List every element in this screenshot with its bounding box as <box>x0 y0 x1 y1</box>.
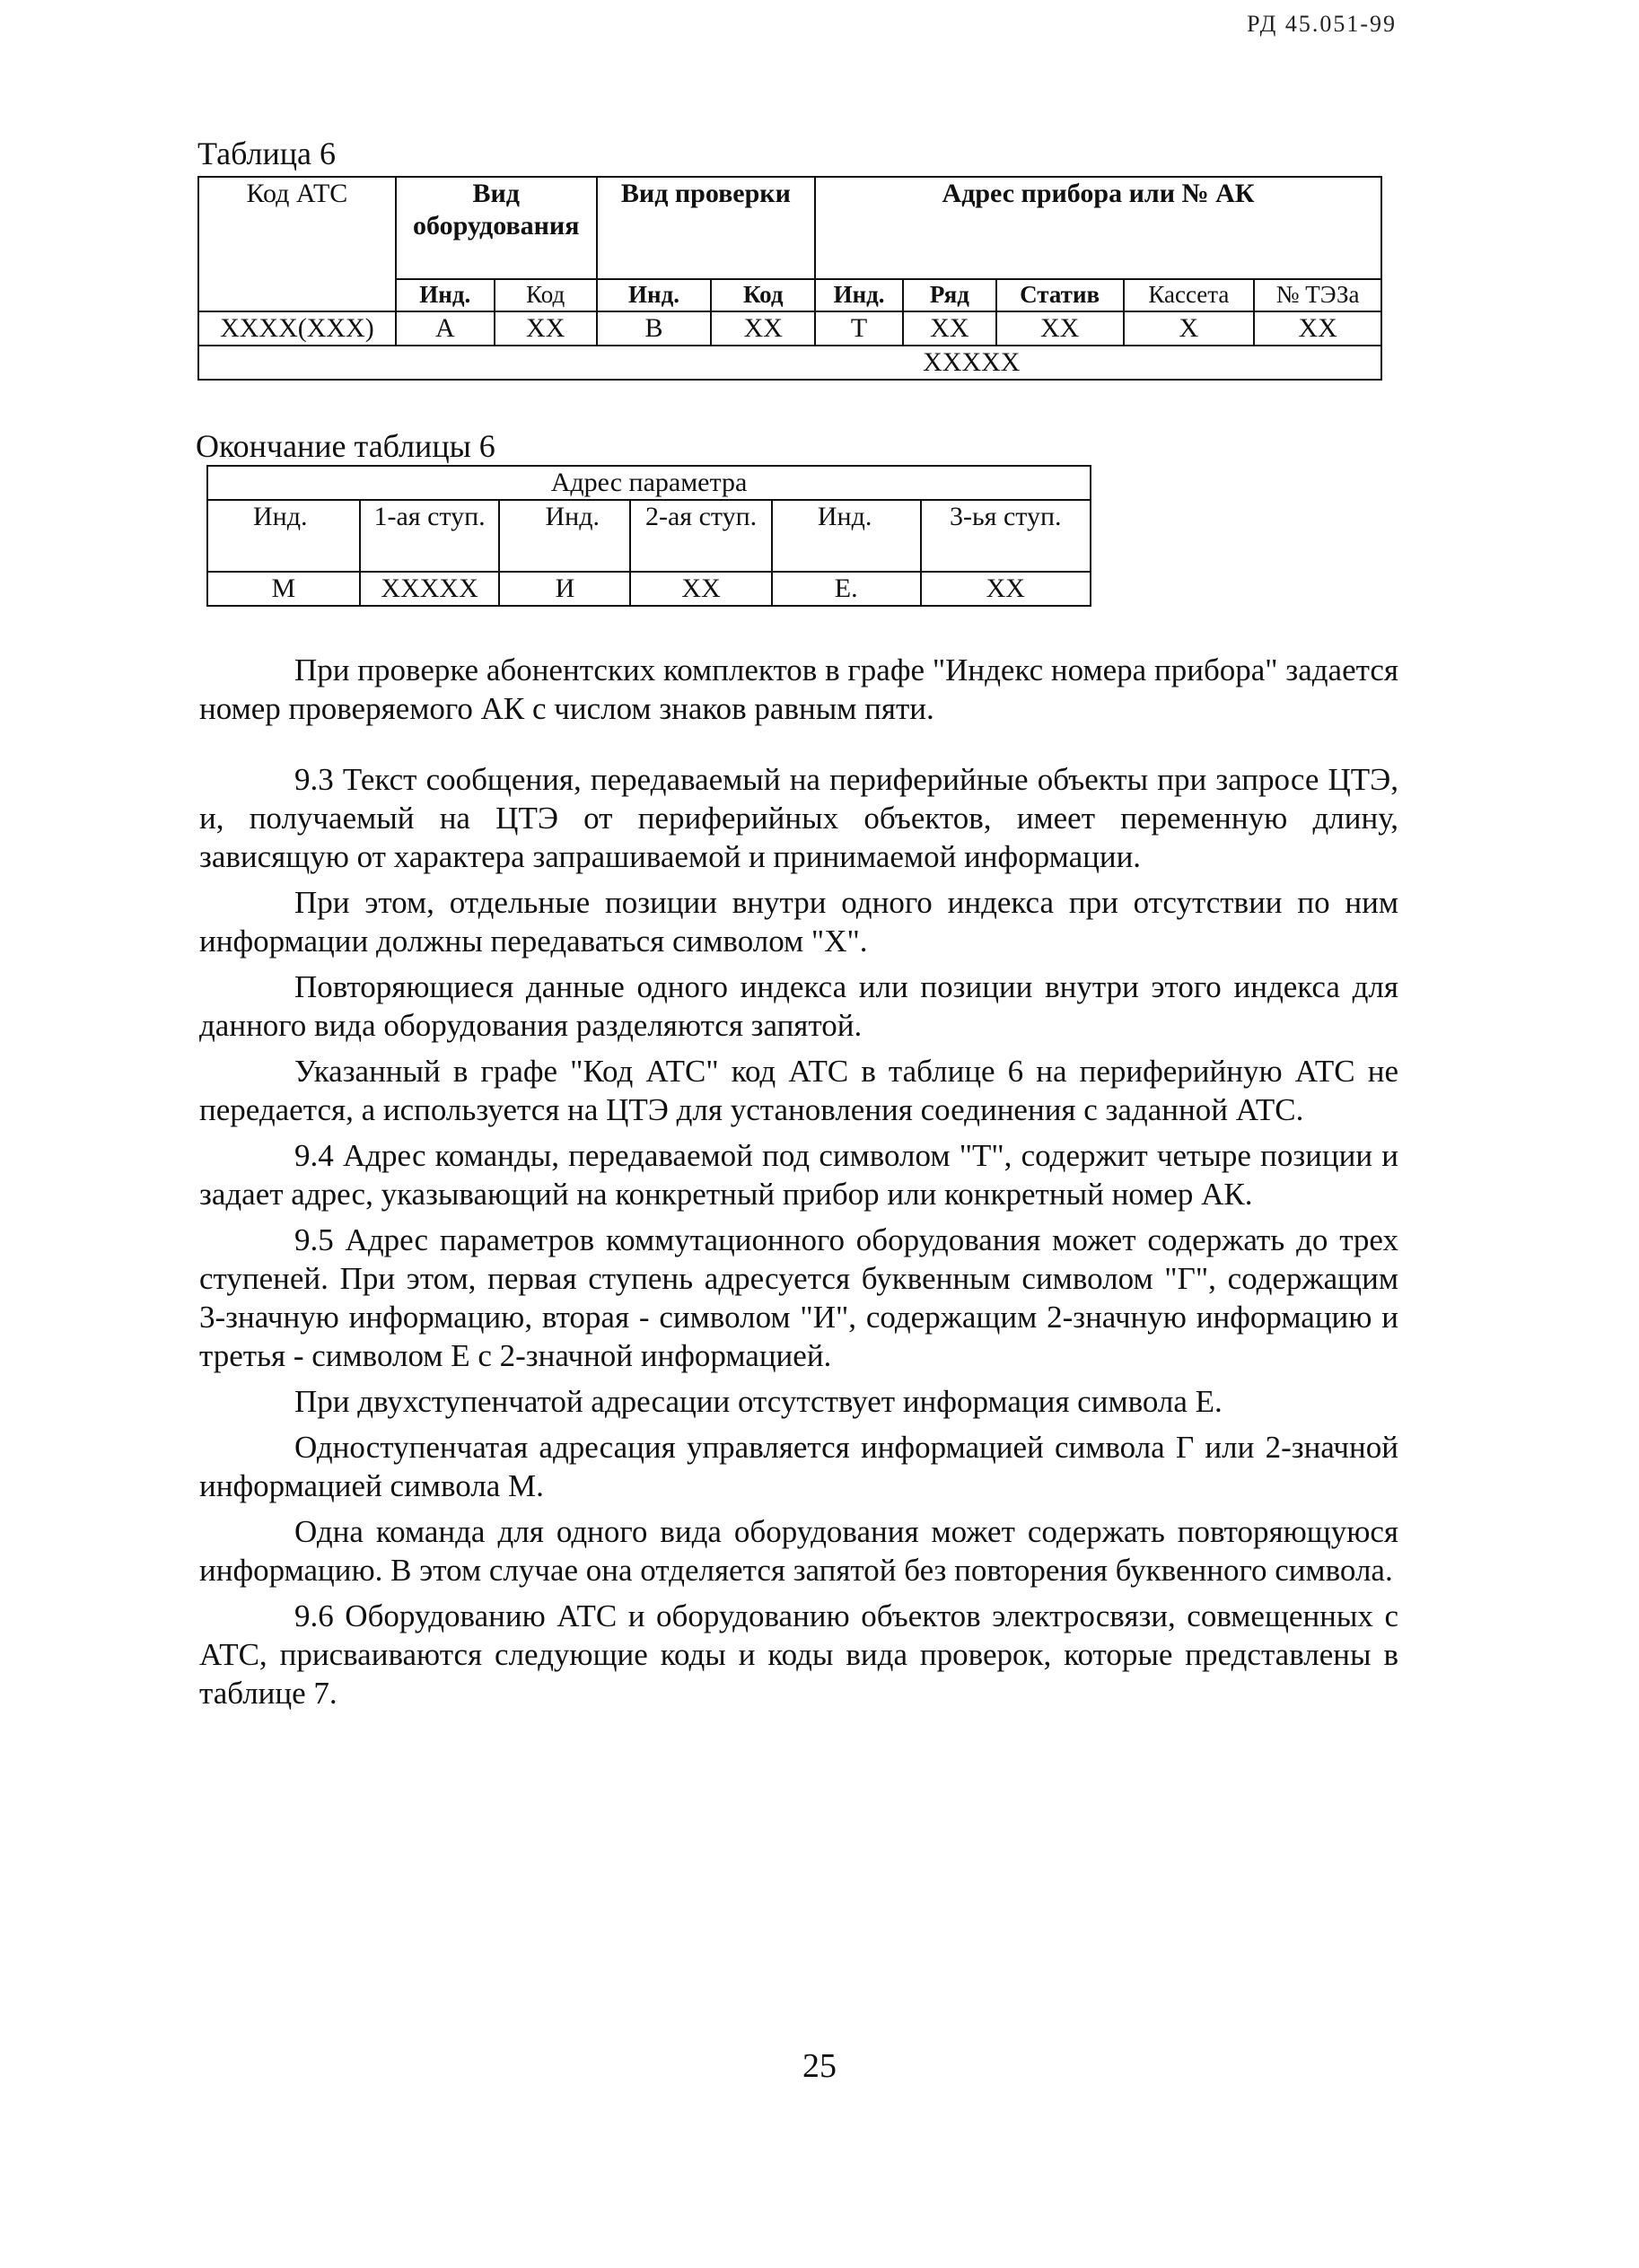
subheader-kod: Код <box>495 279 597 311</box>
table-cell: ХХ <box>711 311 815 346</box>
table-cell: В <box>597 311 712 346</box>
table-cell: Е. <box>772 572 921 606</box>
paragraph: Указанный в графе "Код АТС" код АТС в таблице 6 на периферийную АТС не передается, а используется на ЦТЭ для установления соединения с заданной АТС. <box>199 1054 1398 1127</box>
label-2-stup: 2-ая ступ. <box>630 500 772 572</box>
table-cell: ХХ <box>1254 311 1381 346</box>
table-cell: А <box>396 311 495 346</box>
paragraph: При двухступенчатой адресации отсутствует информация символа Е. <box>294 1384 1223 1419</box>
label-ind: Инд. <box>772 500 921 572</box>
table-cell: Х <box>1124 311 1255 346</box>
label-ind: Инд. <box>499 500 630 572</box>
header-kod-ats: Код АТС <box>198 177 396 311</box>
document-code: РД 45.051-99 <box>1247 11 1397 37</box>
table-cell: ХХ <box>495 311 597 346</box>
header-vid-proverki: Вид проверки <box>597 177 815 279</box>
header-vid-oborudovaniya: Вид оборудования <box>396 177 597 279</box>
table-cell: ХХ <box>996 311 1124 346</box>
table-cell: ХХ <box>630 572 772 606</box>
subheader-ind: Инд. <box>396 279 495 311</box>
paragraph: 9.3 Текст сообщения, передаваемый на периферийные объекты при запросе ЦТЭ, и, получаемый на ЦТЭ от периферийных объектов, имеет переменную длину, зависящую от характера запрашиваемой и принимаемой информации. <box>199 762 1398 874</box>
paragraph: При этом, отдельные позиции внутри одного индекса при отсутствии по ним информации должны передаваться символом "Х". <box>199 885 1398 959</box>
table6-end-caption: Окончание таблицы 6 <box>196 428 495 464</box>
subheader-ind: Инд. <box>597 279 712 311</box>
table6-caption: Таблица 6 <box>197 136 336 171</box>
page-number: 25 <box>802 2047 837 2085</box>
body-text <box>199 651 1398 1720</box>
paragraph: Повторяющиеся данные одного индекса или позиции внутри этого индекса для данного вида оборудования разделяются запятой. <box>199 969 1398 1043</box>
table-cell: М <box>207 572 360 606</box>
table-6-end <box>206 465 1091 607</box>
label-ind: Инд. <box>207 500 360 572</box>
table-total-cell: ХХХХХ <box>815 346 1381 380</box>
subheader-kod: Код <box>711 279 815 311</box>
paragraph: Одноступенчатая адресация управляется информацией символа Г или 2-значной информацией символа М. <box>199 1430 1398 1503</box>
table-cell: ХХХХХ <box>360 572 500 606</box>
paragraph: 9.6 Оборудованию АТС и оборудованию объектов электросвязи, совмещенных с АТС, присваиваются следующие коды и коды вида проверок, которые представлены в таблице 7. <box>199 1598 1398 1711</box>
paragraph: При проверке абонентских комплектов в графе "Индекс номера прибора" задается номер проверяемого АК с числом знаков равным пяти. <box>199 652 1398 726</box>
header-adres-parametra: Адрес параметра <box>207 466 1091 500</box>
subheader-ind: Инд. <box>815 279 903 311</box>
label-1-stup: 1-ая ступ. <box>360 500 500 572</box>
subheader-stativ: Статив <box>996 279 1124 311</box>
paragraph: 9.5 Адрес параметров коммутационного оборудования может содержать до трех ступеней. При этом, первая ступень адресуется буквенным символом "Г", содержащим 3-значную информацию, вторая - символом "И", содержащим 2-значную информацию и третья - символом Е с 2-значной информацией. <box>199 1222 1398 1373</box>
table-cell-empty <box>198 346 815 380</box>
table-cell: ХХХХ(ХХХ) <box>198 311 396 346</box>
table-cell: ХХ <box>921 572 1091 606</box>
subheader-ryad: Ряд <box>903 279 996 311</box>
paragraph: 9.4 Адрес команды, передаваемой под символом "Т", содержит четыре позиции и задает адрес, указывающий на конкретный прибор или конкретный номер АК. <box>199 1138 1398 1212</box>
label-3-stup: 3-ья ступ. <box>921 500 1091 572</box>
subheader-kasseta: Кассета <box>1124 279 1255 311</box>
table-cell: ХХ <box>903 311 996 346</box>
subheader-tez: № ТЭЗа <box>1254 279 1381 311</box>
table-cell: И <box>499 572 630 606</box>
header-adres-pribora: Адрес прибора или № АК <box>815 177 1381 279</box>
table-cell: Т <box>815 311 903 346</box>
paragraph: Одна команда для одного вида оборудования может содержать повторяющуюся информацию. В этом случае она отделяется запятой без повторения буквенного символа. <box>199 1514 1398 1588</box>
table-6 <box>197 176 1382 381</box>
